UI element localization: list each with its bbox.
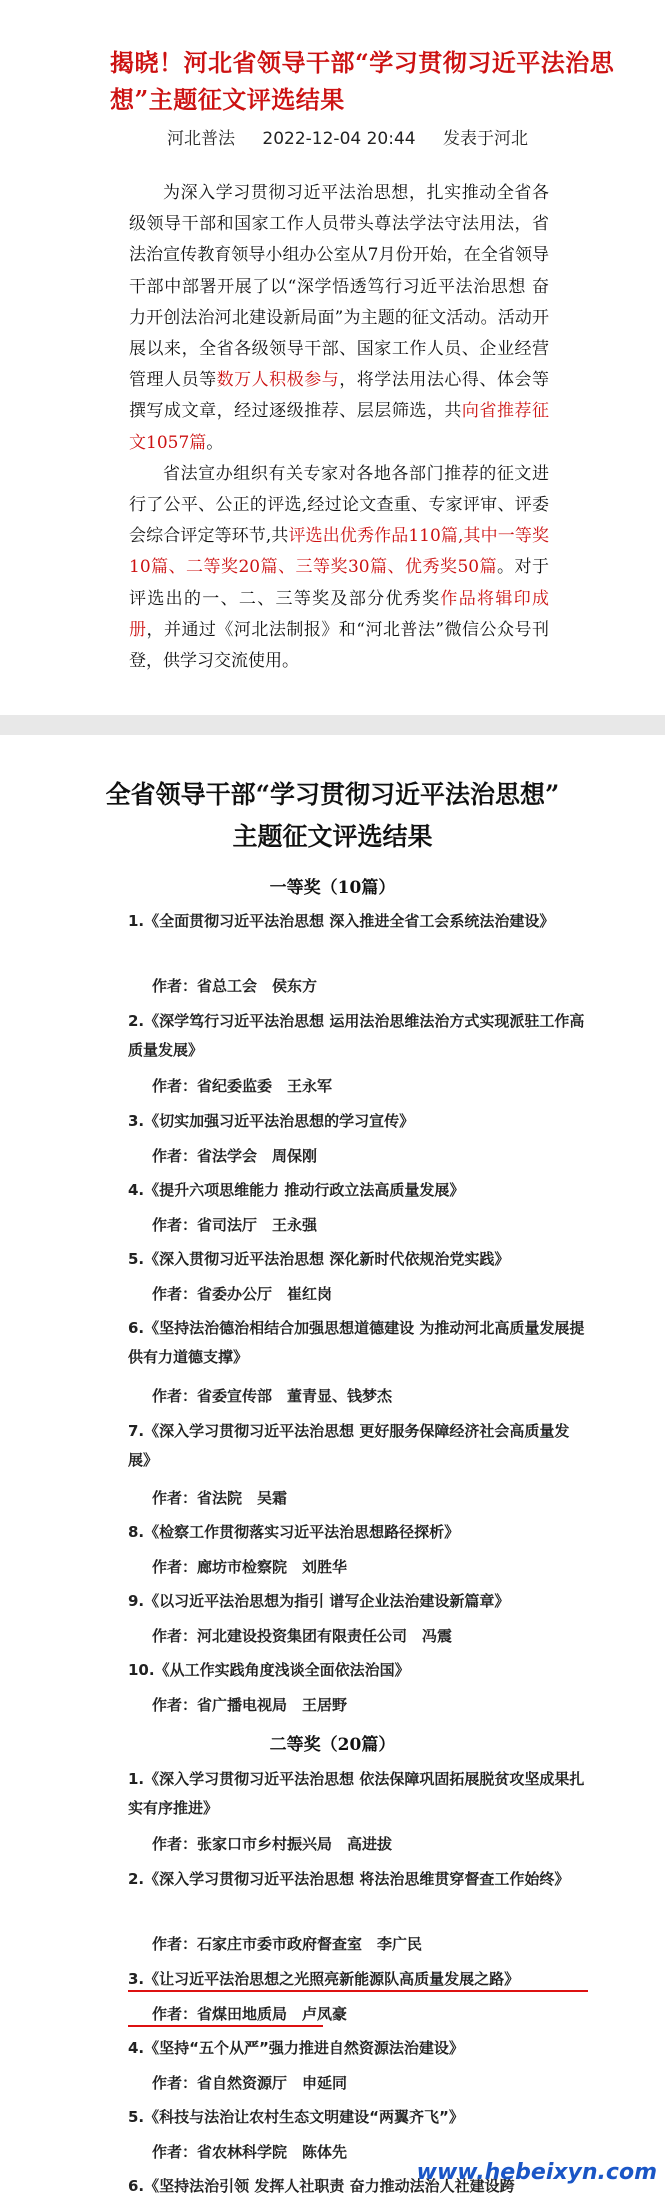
entry-title: 3.《让习近平法治思想之光照亮新能源队高质量发展之路》 [128,1970,520,1988]
intro-paragraph-2: 省法宣办组织有关专家对各地各部门推荐的征文进行了公平、公正的评选,经过论文查重、专家评审、评委会综合评定等环节,共评选出优秀作品110篇,其中一等奖10篇、二等奖20篇、三等奖30篇、优秀奖50篇。对于评选出的一、二、三等奖及部分优秀奖作品将辑印成册，并通过《河北法制报》和“河北普法”微信公众号刊登，供学习交流使用。 [129,463,550,672]
entry-title: 6.《坚持法治引领 发挥人社职责 奋力推动法治人社建设跨 [128,2177,515,2195]
entry-author: 作者：省委宣传部 董青显、钱梦杰 [152,1387,393,1405]
article-title: 揭晓！河北省领导干部“学习贯彻习近平法治思想”主题征文评选结果 [110,48,615,114]
entry-author: 作者：省煤田地质局 卢凤豪 [152,2005,348,2023]
entry-title: 2.《深学笃行习近平法治思想 运用法治思维法治方式实现派驻工作高质量发展》 [128,1012,585,1059]
entry-author: 作者：廊坊市检察院 刘胜华 [152,1558,348,1576]
highlight-underline [128,1990,588,1992]
entry-author: 作者：省司法厅 王永强 [152,1216,318,1234]
entry-title: 5.《深入贯彻习近平法治思想 深化新时代依规治党实践》 [128,1250,510,1268]
entry-author: 作者：张家口市乡村振兴局 高进拔 [152,1835,393,1853]
entry-author: 作者：省总工会 侯东方 [152,977,318,995]
section-divider [0,715,665,735]
entry-author: 作者：省法学会 周保刚 [152,1147,318,1165]
entry-author: 作者：省法院 吴霜 [152,1489,288,1507]
article-source[interactable]: 河北普法 [167,129,235,149]
entry-title: 10.《从工作实践角度浅谈全面依法治国》 [128,1661,410,1679]
first-prize-heading: 一等奖（10篇） [269,878,396,898]
entry-title: 9.《以习近平法治思想为指引 谱写企业法治建设新篇章》 [128,1592,510,1610]
entry-title: 4.《坚持“五个从严”强力推进自然资源法治建设》 [128,2039,464,2057]
entry-author: 作者：省农林科学院 陈体先 [152,2143,348,2161]
entry-author: 作者：省纪委监委 王永军 [152,1077,333,1095]
entry-title: 2.《深入学习贯彻习近平法治思想 将法治思维贯穿督查工作始终》 [128,1870,570,1888]
intro-paragraph-1: 为深入学习贯彻习近平法治思想，扎实推动全省各级领导干部和国家工作人员带头尊法学法守法用法，省法治宣传教育领导小组办公室从7月份开始，在全省领导干部中部署开展了以“深学悟透笃行习近平法治思想 奋力开创法治河北建设新局面”为主题的征文活动。活动开展以来，全省各级领导干部、国家工作人员、企业经营管理人员等数万人积极参与，将学法用法心得、体会等撰写成文章，经过逐级推荐、层层筛选，共向省推荐征文1057篇。 [129,183,550,453]
document-title-line-2: 主题征文评选结果 [232,822,433,851]
article-datetime: 2022-12-04 20:44 [262,129,416,149]
article-location: 发表于河北 [443,129,529,149]
entry-title: 3.《切实加强习近平法治思想的学习宣传》 [128,1112,415,1130]
results-document [0,735,665,2203]
entry-title: 7.《深入学习贯彻习近平法治思想 更好服务保障经济社会高质量发展》 [128,1422,570,1469]
site-watermark: www.hebeixyn.com [416,2160,657,2185]
entry-author: 作者：省自然资源厅 申延同 [152,2074,348,2092]
entry-title: 8.《检察工作贯彻落实习近平法治思想路径探析》 [128,1523,460,1541]
article-body [129,178,549,677]
entry-author: 作者：省委办公厅 崔红岗 [152,1285,333,1303]
entry-author: 作者：河北建设投资集团有限责任公司 冯震 [152,1627,453,1645]
entry-title: 1.《深入学习贯彻习近平法治思想 依法保障巩固拓展脱贫攻坚成果扎实有序推进》 [128,1770,585,1817]
article-header [0,0,665,715]
article-meta [167,124,550,149]
entry-title: 5.《科技与法治让农村生态文明建设“两翼齐飞”》 [128,2108,464,2126]
document-title-line-1: 全省领导干部“学习贯彻习近平法治思想” [105,780,560,809]
entry-author: 作者：石家庄市委市政府督查室 李广民 [152,1935,423,1953]
entry-author: 作者：省广播电视局 王居野 [152,1696,348,1714]
highlight-underline [128,2025,323,2027]
entry-title: 1.《全面贯彻习近平法治思想 深入推进全省工会系统法治建设》 [128,912,555,930]
entry-title: 6.《坚持法治德治相结合加强思想道德建设 为推动河北高质量发展提供有力道德支撑》 [128,1319,585,1366]
second-prize-heading: 二等奖（20篇） [269,1735,396,1755]
entry-title: 4.《提升六项思维能力 推动行政立法高质量发展》 [128,1181,465,1199]
